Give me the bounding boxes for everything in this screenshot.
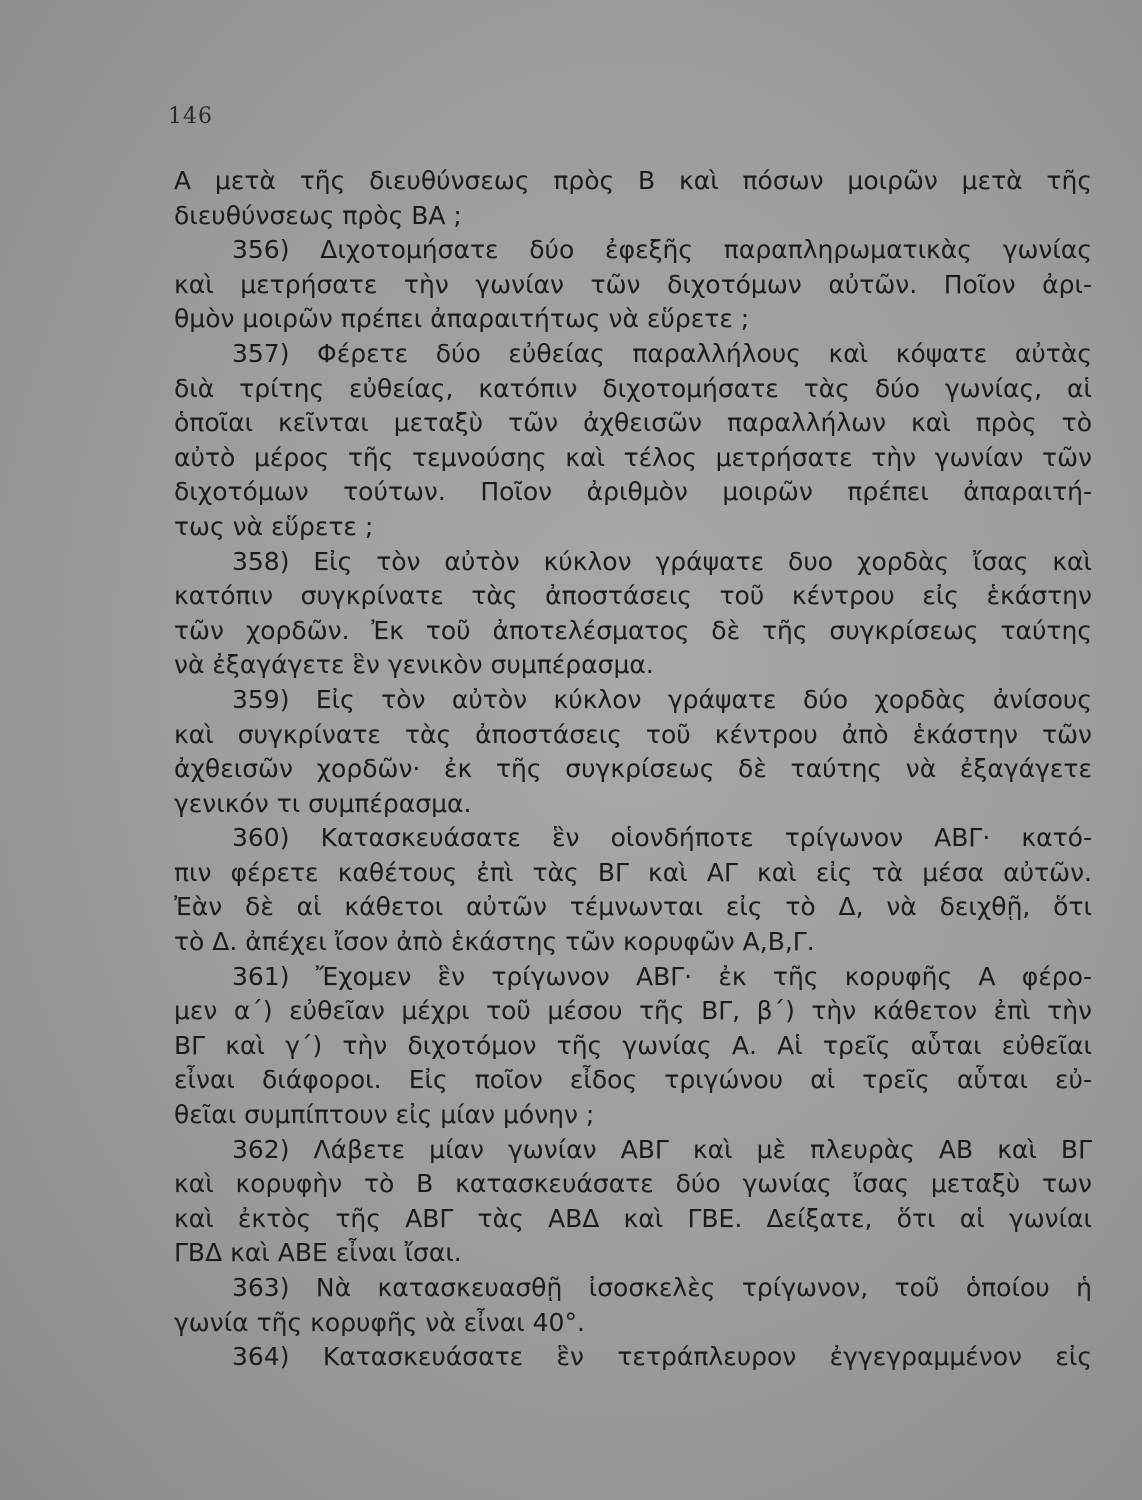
text-line: 363) Νὰ κατασκευασθῇ ἰσοσκελὲς τρίγωνον, τοῦ ὁποίου ἡ xyxy=(232,1273,1092,1302)
text-line: 360) Κατασκευάσατε ἓν οἱονδήποτε τρίγωνον ΑΒΓ· κατό- xyxy=(232,823,1092,853)
text-line: 361) Ἔχομεν ἓν τρίγωνον ΑΒΓ· ἐκ τῆς κορυφῆς Α φέρο- xyxy=(232,961,1092,991)
text-line: εἶναι διάφοροι. Εἰς ποῖον εἶδος τριγώνου αἱ τρεῖς αὗται εὐ- xyxy=(174,1065,1092,1095)
text-line: 362) Λάβετε μίαν γωνίαν ΑΒΓ καὶ μὲ πλευρὰς ΑΒ καὶ ΒΓ xyxy=(232,1134,1092,1164)
text-line: αὐτὸ μέρος τῆς τεμνούσης καὶ τέλος μετρήσατε τὴν γωνίαν τῶν xyxy=(174,442,1092,472)
text-line: νὰ ἐξαγάγετε ἓν γενικὸν συμπέρασμα. xyxy=(174,650,654,680)
text-line: διευθύνσεως πρὸς ΒΑ ; xyxy=(174,200,462,230)
text-line: καὶ κορυφὴν τὸ Β κατασκευάσατε δύο γωνίας ἴσας μεταξὺ των xyxy=(174,1169,1092,1199)
text-line: διὰ τρίτης εὐθείας, κατόπιν διχοτομήσατε τὰς δύο γωνίας, αἱ xyxy=(174,373,1092,403)
page-body-text xyxy=(174,164,1092,1375)
text-line: ΒΓ καὶ γ΄) τὴν διχοτόμον τῆς γωνίας Α. Αἱ τρεῖς αὗται εὐθεῖαι xyxy=(174,1030,1092,1060)
text-line: τως νὰ εὕρετε ; xyxy=(174,511,374,541)
text-line: γενικόν τι συμπέρασμα. xyxy=(174,788,472,818)
page-number: 146 xyxy=(168,104,213,129)
text-line: θεῖαι συμπίπτουν εἰς μίαν μόνην ; xyxy=(174,1100,595,1130)
text-line: Ἐὰν δὲ αἱ κάθετοι αὐτῶν τέμνωνται εἰς τὸ Δ, νὰ δειχθῇ, ὅτι xyxy=(174,892,1092,922)
text-line: 358) Εἰς τὸν αὐτὸν κύκλον γράψατε δυο χορδὰς ἴσας καὶ xyxy=(232,546,1092,576)
text-line: καὶ συγκρίνατε τὰς ἀποστάσεις τοῦ κέντρου ἀπὸ ἑκάστην τῶν xyxy=(174,719,1092,749)
text-line: θμὸν μοιρῶν πρέπει ἀπαραιτήτως νὰ εὕρετε ; xyxy=(174,304,750,334)
text-line: τῶν χορδῶν. Ἐκ τοῦ ἀποτελέσματος δὲ τῆς συγκρίσεως ταύτης xyxy=(174,615,1092,645)
text-line: Α μετὰ τῆς διευθύνσεως πρὸς Β καὶ πόσων μοιρῶν μετὰ τῆς xyxy=(174,166,1092,195)
text-line: διχοτόμων τούτων. Ποῖον ἀριθμὸν μοιρῶν πρέπει ἀπαραιτή- xyxy=(174,477,1092,507)
text-line: 356) Διχοτομήσατε δύο ἐφεξῆς παραπληρωματικὰς γωνίας xyxy=(232,235,1092,265)
text-line: πιν φέρετε καθέτους ἐπὶ τὰς ΒΓ καὶ ΑΓ καὶ εἰς τὰ μέσα αὐτῶν. xyxy=(174,857,1092,887)
text-line: γωνία τῆς κορυφῆς νὰ εἶναι 40°. xyxy=(174,1307,585,1337)
text-line: τὸ Δ. ἀπέχει ἴσον ἀπὸ ἑκάστης τῶν κορυφῶν Α,Β,Γ. xyxy=(174,927,815,957)
text-line: ὁποῖαι κεῖνται μεταξὺ τῶν ἀχθεισῶν παραλλήλων καὶ πρὸς τὸ xyxy=(174,408,1092,438)
text-line: 359) Εἰς τὸν αὐτὸν κύκλον γράψατε δύο χορδὰς ἀνίσους xyxy=(232,684,1092,714)
text-line: μεν α΄) εὐθεῖαν μέχρι τοῦ μέσου τῆς ΒΓ, β΄) τὴν κάθετον ἐπὶ τὴν xyxy=(174,996,1092,1026)
text-line: 357) Φέρετε δύο εὐθείας παραλλήλους καὶ κόψατε αὐτὰς xyxy=(232,338,1092,368)
text-line: ΓΒΔ καὶ ΑΒΕ εἶναι ἴσαι. xyxy=(174,1238,462,1268)
text-line: 364) Κατασκευάσατε ἓν τετράπλευρον ἐγγεγραμμένον εἰς xyxy=(232,1342,1092,1372)
text-line: ἀχθεισῶν χορδῶν· ἐκ τῆς συγκρίσεως δὲ ταύτης νὰ ἐξαγάγετε xyxy=(174,754,1092,784)
text-line: κατόπιν συγκρίνατε τὰς ἀποστάσεις τοῦ κέντρου εἰς ἑκάστην xyxy=(174,581,1092,611)
text-line: καὶ μετρήσατε τὴν γωνίαν τῶν διχοτόμων αὐτῶν. Ποῖον ἀρι- xyxy=(174,269,1092,299)
text-line: καὶ ἐκτὸς τῆς ΑΒΓ τὰς ΑΒΔ καὶ ΓΒΕ. Δείξατε, ὅτι αἱ γωνίαι xyxy=(174,1203,1092,1233)
